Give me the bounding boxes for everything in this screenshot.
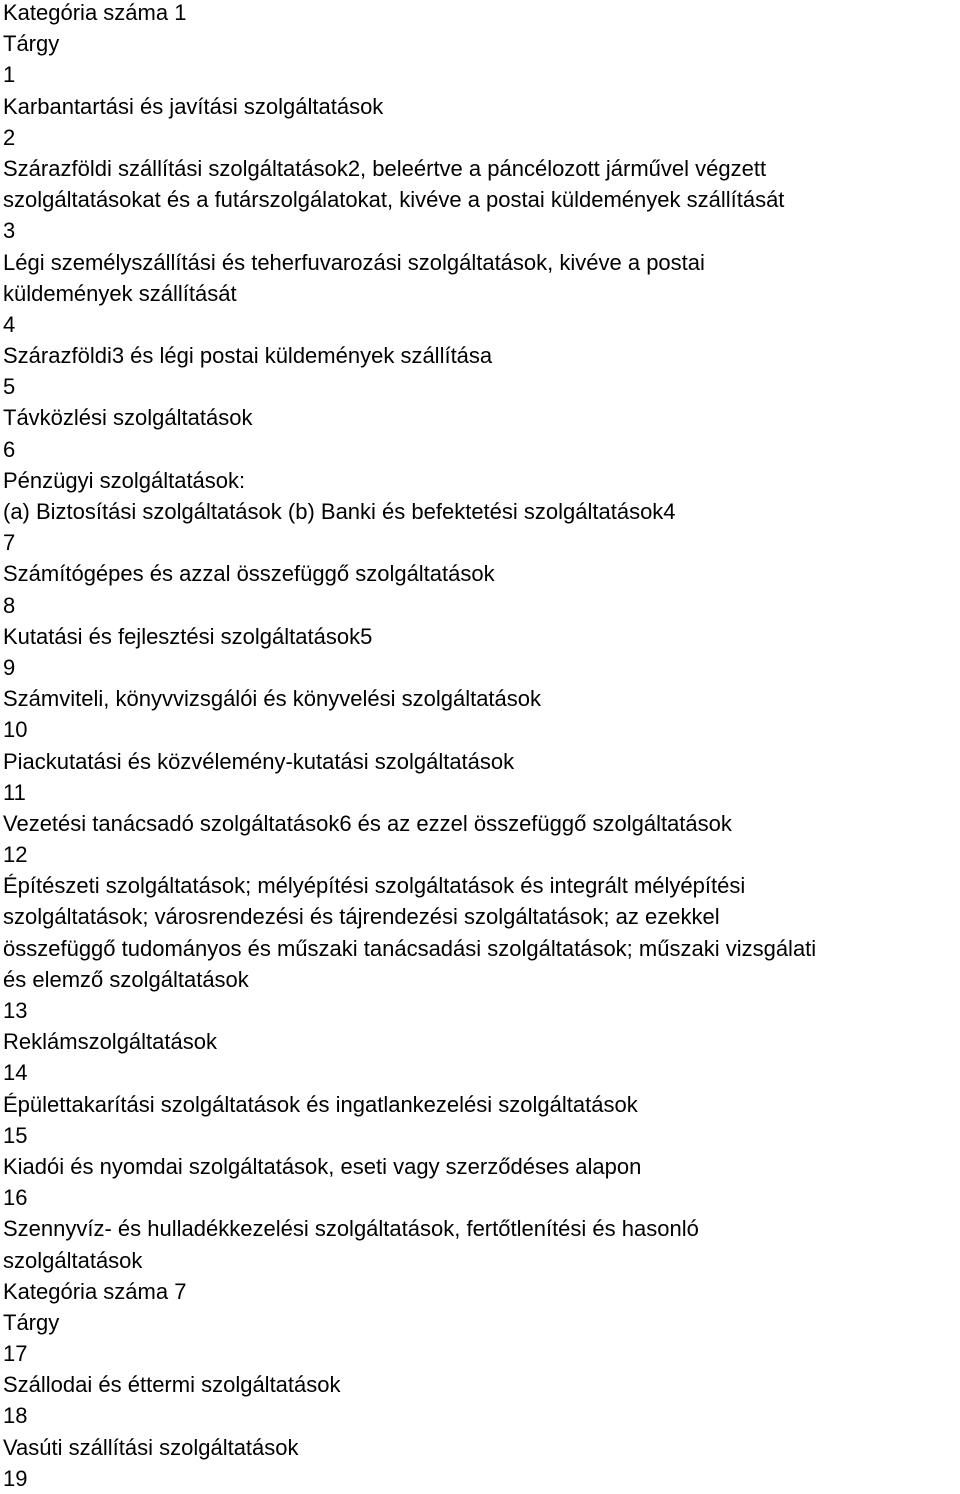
item-number: 6 <box>3 436 16 462</box>
item-text: Épülettakarítási szolgáltatások és ingatlankezelési szolgáltatások <box>3 1091 638 1117</box>
item-text: szolgáltatásokat és a futárszolgálatokat, kivéve a postai küldemények szállítását <box>3 187 785 213</box>
item-text: Szállodai és éttermi szolgáltatások <box>3 1372 341 1398</box>
item-number: 17 <box>3 1341 28 1367</box>
item-text: Szárazföldi3 és légi postai küldemények szállítása <box>3 343 493 369</box>
subject-heading: Tárgy <box>3 31 60 57</box>
item-text: Vezetési tanácsadó szolgáltatások6 és az ezzel összefüggő szolgáltatások <box>3 810 732 836</box>
item-text: Vasúti szállítási szolgáltatások <box>3 1434 299 1460</box>
item-number: 1 <box>3 62 16 88</box>
category-heading: Kategória száma 7 <box>3 1278 187 1304</box>
item-text: szolgáltatások <box>3 1247 143 1273</box>
item-text: Szennyvíz- és hulladékkezelési szolgáltatások, fertőtlenítési és hasonló <box>3 1216 699 1242</box>
item-number: 9 <box>3 654 16 680</box>
item-number: 10 <box>3 717 28 743</box>
item-number: 19 <box>3 1465 28 1491</box>
item-number: 16 <box>3 1185 28 1211</box>
item-number: 7 <box>3 530 16 556</box>
item-number: 4 <box>3 311 16 337</box>
item-text: Számviteli, könyvvizsgálói és könyvelési szolgáltatások <box>3 686 542 712</box>
item-number: 3 <box>3 218 16 244</box>
item-text: Légi személyszállítási és teherfuvarozási szolgáltatások, kivéve a postai <box>3 249 705 275</box>
item-text: Piackutatási és közvélemény-kutatási szolgáltatások <box>3 748 515 774</box>
item-text: Kutatási és fejlesztési szolgáltatások5 <box>3 623 373 649</box>
item-text: Építészeti szolgáltatások; mélyépítési szolgáltatások és integrált mélyépítési <box>3 873 746 899</box>
item-text: küldemények szállítását <box>3 280 237 306</box>
item-text: Számítógépes és azzal összefüggő szolgáltatások <box>3 561 495 587</box>
item-number: 2 <box>3 124 16 150</box>
item-number: 8 <box>3 592 16 618</box>
item-number: 14 <box>3 1060 28 1086</box>
document-body <box>3 0 960 1494</box>
item-text: szolgáltatások; városrendezési és tájrendezési szolgáltatások; az ezekkel <box>3 904 720 930</box>
item-text: Szárazföldi szállítási szolgáltatások2, beleértve a páncélozott járművel végzett <box>3 155 767 181</box>
item-text: Reklámszolgáltatások <box>3 1029 217 1055</box>
item-text: (a) Biztosítási szolgáltatások (b) Banki és befektetési szolgáltatások4 <box>3 499 676 524</box>
subject-heading: Tárgy <box>3 1309 60 1335</box>
item-number: 12 <box>3 842 28 868</box>
item-text: Kiadói és nyomdai szolgáltatások, eseti vagy szerződéses alapon <box>3 1153 642 1179</box>
item-number: 13 <box>3 998 28 1023</box>
item-text: Karbantartási és javítási szolgáltatások <box>3 93 384 119</box>
item-number: 18 <box>3 1403 28 1429</box>
item-text: összefüggő tudományos és műszaki tanácsadási szolgáltatások; műszaki vizsgálati <box>3 935 817 961</box>
item-number: 11 <box>3 779 26 805</box>
item-text: Távközlési szolgáltatások <box>3 405 253 431</box>
item-text: és elemző szolgáltatások <box>3 966 249 992</box>
item-number: 5 <box>3 374 16 400</box>
item-text: Pénzügyi szolgáltatások: <box>3 467 246 493</box>
category-heading: Kategória száma 1 <box>3 0 187 25</box>
item-number: 15 <box>3 1122 28 1148</box>
